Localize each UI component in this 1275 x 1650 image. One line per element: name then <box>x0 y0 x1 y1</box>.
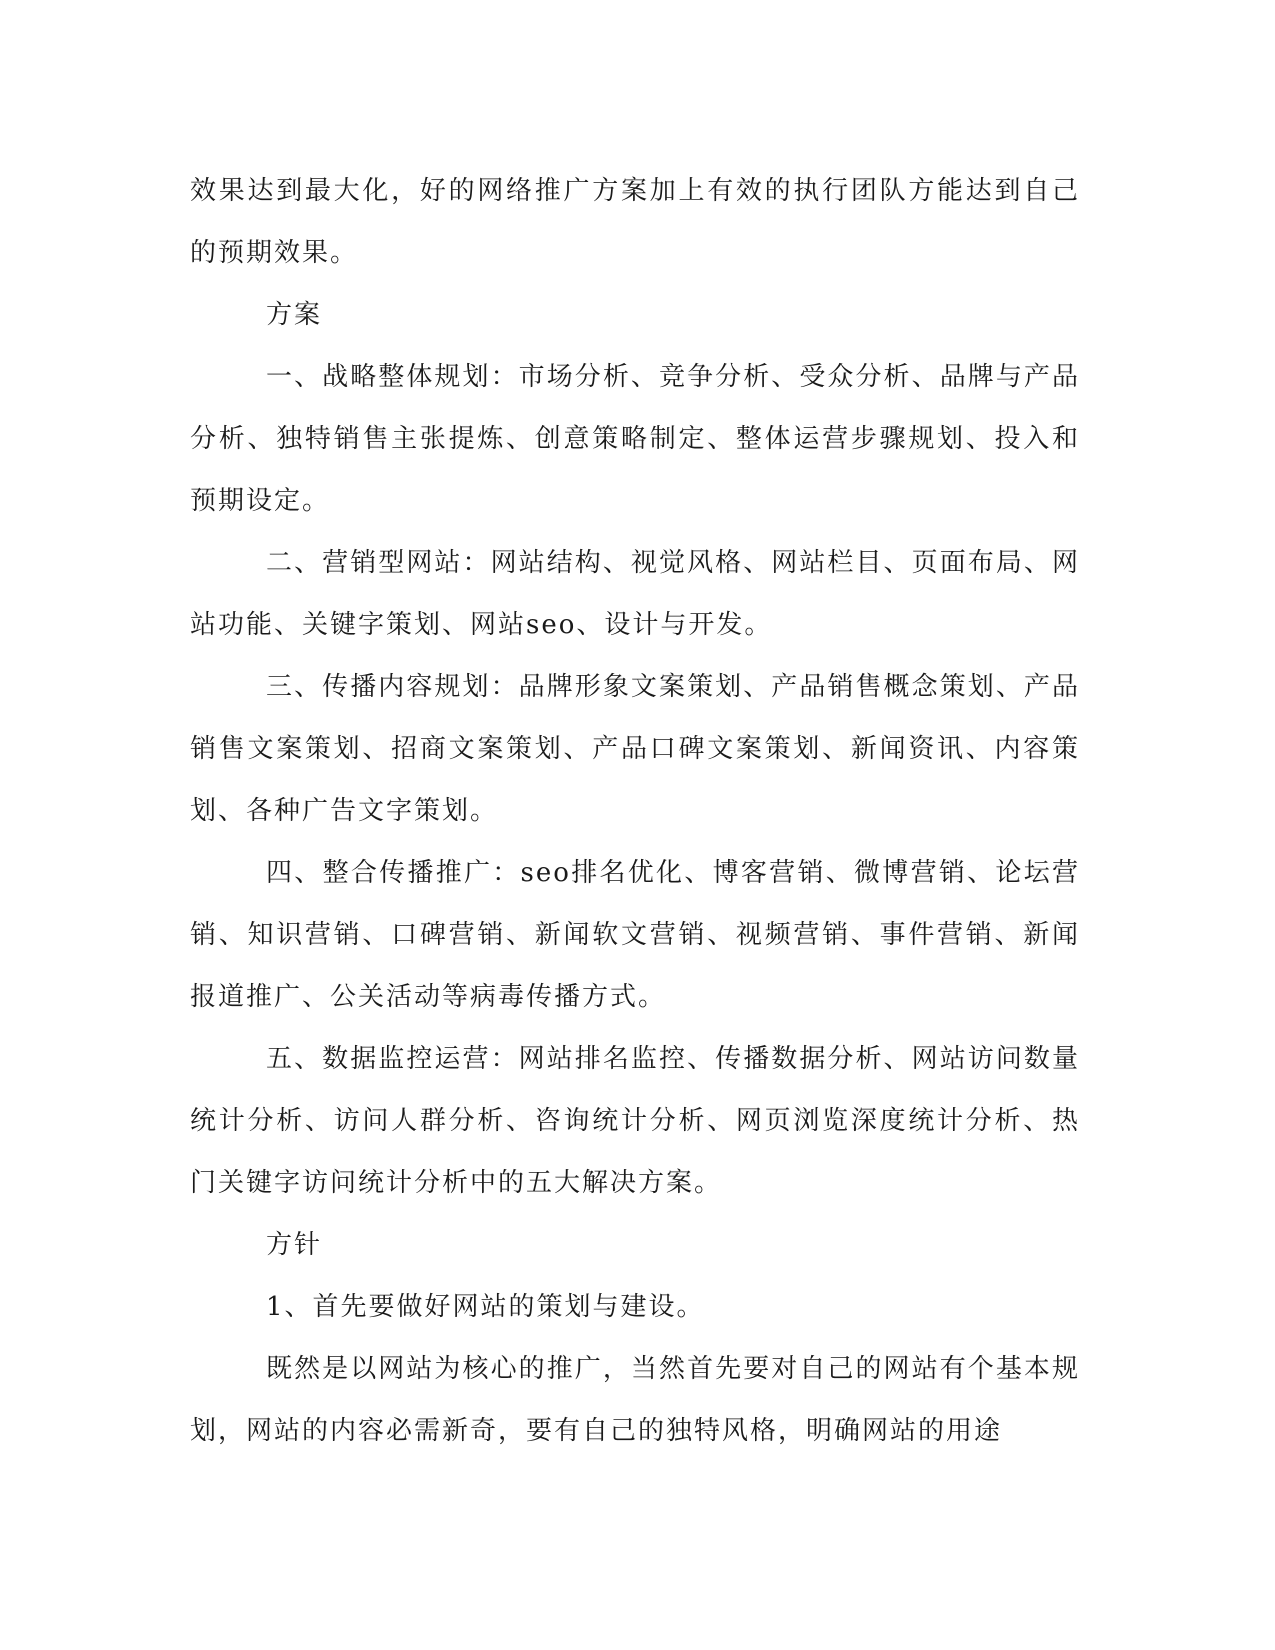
paragraph-intro-continuation: 效果达到最大化，好的网络推广方案加上有效的执行团队方能达到自己的预期效果。 <box>190 176 1080 268</box>
paragraph-guideline-1: 1、首先要做好网站的策划与建设。 <box>266 1292 705 1322</box>
paragraph-item-4: 四、整合传播推广：seo排名优化、博客营销、微博营销、论坛营销、知识营销、口碑营销、新闻软文营销、视频营销、事件营销、新闻报道推广、公关活动等病毒传播方式。 <box>190 858 1080 1012</box>
document-body <box>190 160 1080 1462</box>
paragraph-item-5: 五、数据监控运营：网站排名监控、传播数据分析、网站访问数量统计分析、访问人群分析、咨询统计分析、网页浏览深度统计分析、热门关键字访问统计分析中的五大解决方案。 <box>190 1044 1080 1198</box>
heading-fangzhen: 方针 <box>266 1230 323 1260</box>
heading-fangan: 方案 <box>266 300 323 330</box>
paragraph-guideline-1-body: 既然是以网站为核心的推广，当然首先要对自己的网站有个基本规划，网站的内容必需新奇，要有自己的独特风格，明确网站的用途 <box>190 1354 1080 1446</box>
paragraph-item-3: 三、传播内容规划：品牌形象文案策划、产品销售概念策划、产品销售文案策划、招商文案策划、产品口碑文案策划、新闻资讯、内容策划、各种广告文字策划。 <box>190 672 1080 826</box>
paragraph-item-1: 一、战略整体规划：市场分析、竞争分析、受众分析、品牌与产品分析、独特销售主张提炼、创意策略制定、整体运营步骤规划、投入和预期设定。 <box>190 362 1080 516</box>
paragraph-item-2: 二、营销型网站：网站结构、视觉风格、网站栏目、页面布局、网站功能、关键字策划、网站seo、设计与开发。 <box>190 548 1080 640</box>
